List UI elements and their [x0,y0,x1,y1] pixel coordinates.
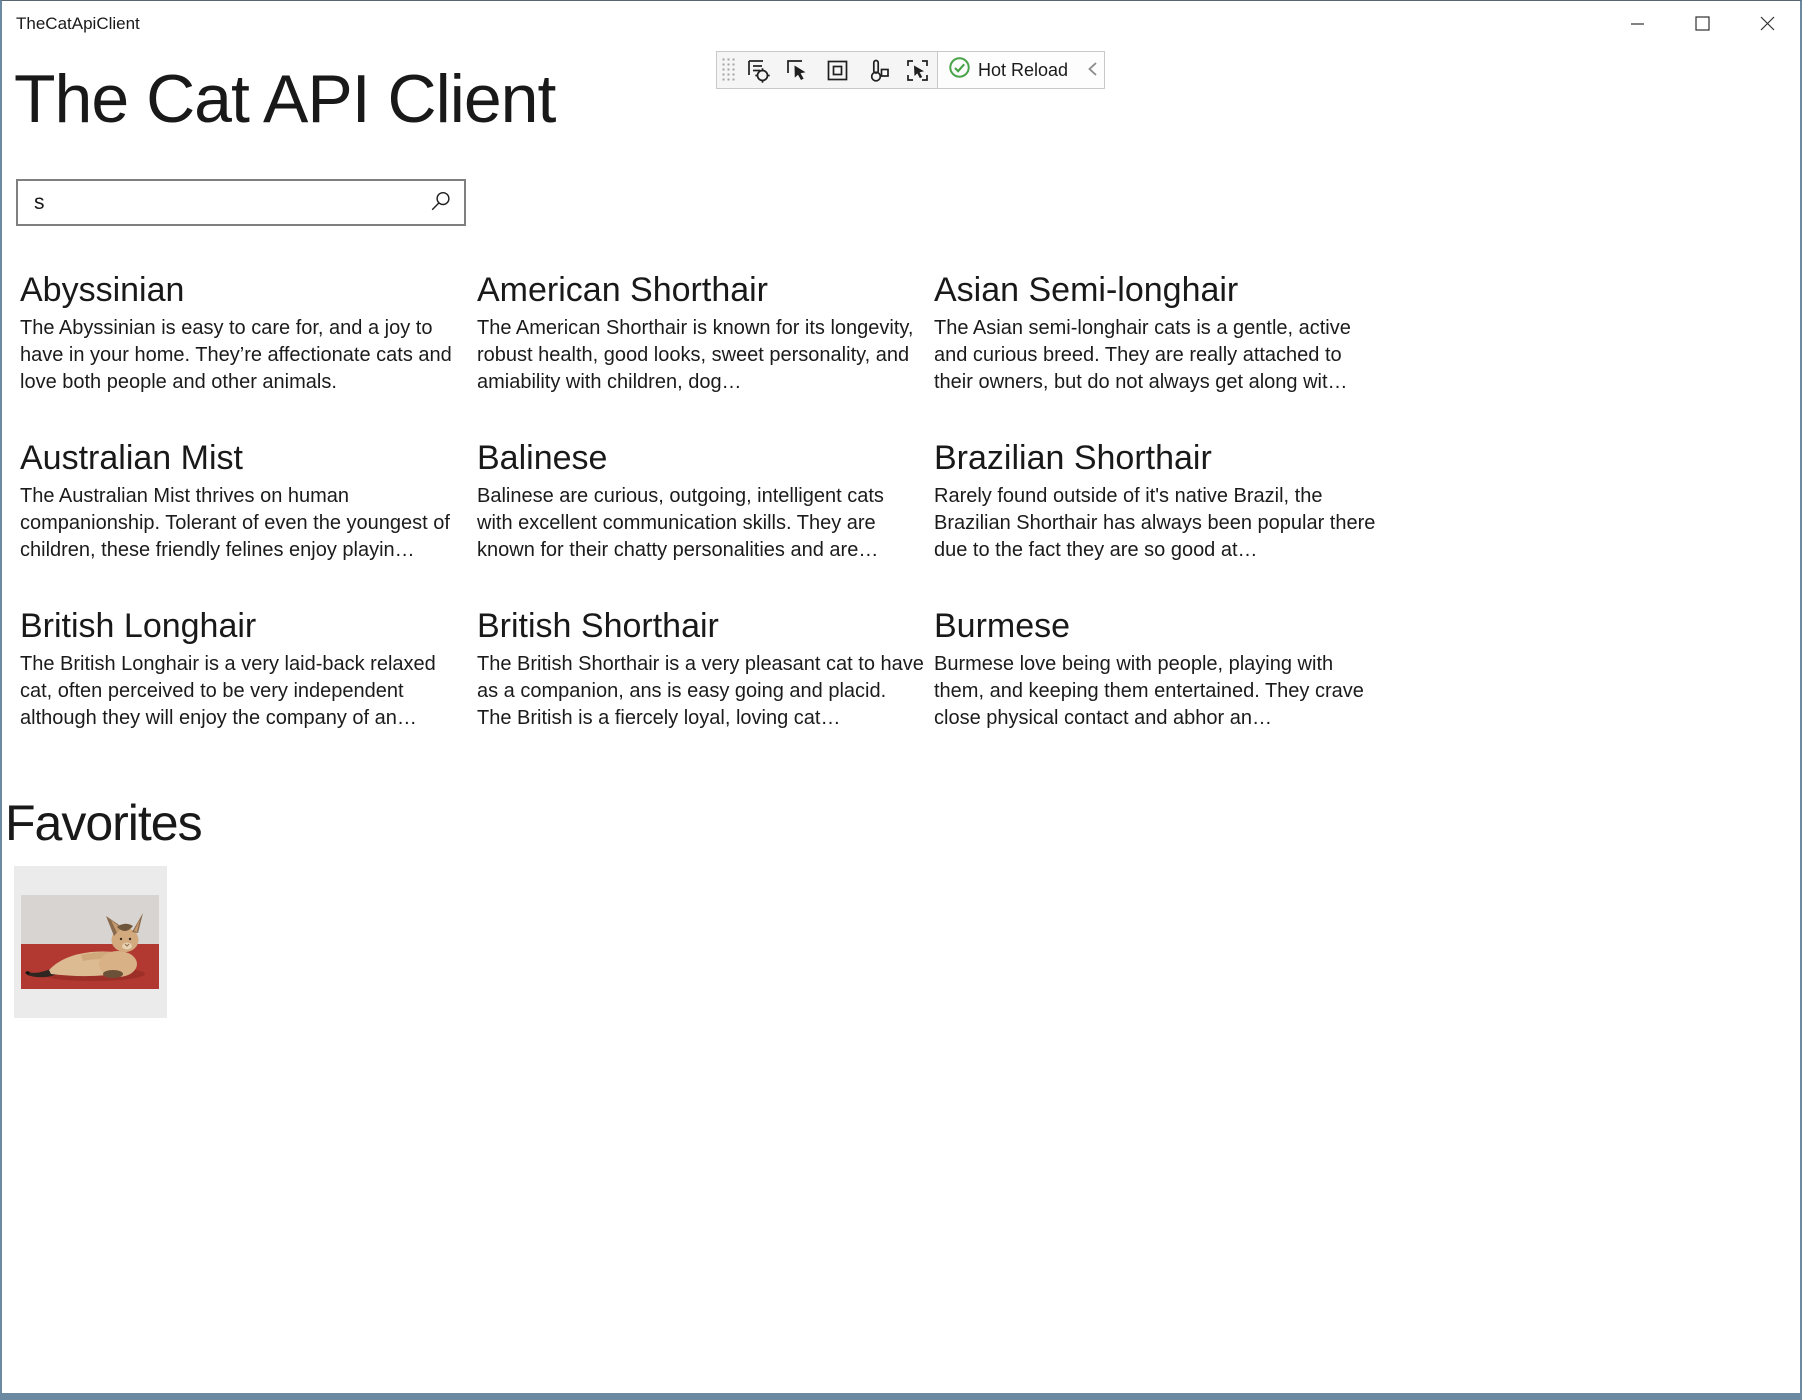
breed-card[interactable] [20,267,470,396]
breed-card[interactable] [477,603,927,732]
breed-card[interactable] [934,435,1384,564]
breed-description: The British Longhair is a very laid-back relaxed cat, often perceived to be very independent although they will enjoy the company of an… [20,653,436,729]
minimize-icon [1630,16,1645,31]
breed-card[interactable] [477,267,927,396]
window-title: TheCatApiClient [16,14,140,33]
live-visual-tree-icon [744,57,771,84]
maximize-button[interactable] [1670,1,1735,46]
hot-reload-check-icon [948,56,971,84]
hot-reload-button[interactable] [937,52,1080,88]
breed-name: British Shorthair [477,607,719,645]
toolbar-drag-grip[interactable] [721,57,735,83]
close-button[interactable] [1735,1,1800,46]
layout-adorners-icon [824,57,851,84]
breed-description: The Abyssinian is easy to care for, and a joy to have in your home. They’re affectionate cats and love both people and other animals. [20,317,452,393]
enable-selection-button[interactable] [777,52,817,88]
breed-grid [20,267,1391,732]
breed-card[interactable] [934,603,1384,732]
thermometer-button[interactable] [857,52,897,88]
breed-card[interactable] [934,267,1384,396]
minimize-button[interactable] [1605,1,1670,46]
favorites-heading: Favorites [5,795,202,851]
collapse-chevron-icon [1087,61,1098,80]
breed-description: The British Shorthair is a very pleasant cat to have as a companion, ans is easy going and placid. The British is a fiercely loyal, loving cat… [477,653,924,729]
breed-name: American Shorthair [477,271,769,309]
breed-description: Burmese love being with people, playing with them, and keeping them entertained. They crave close physical contact and abhor an… [934,653,1364,729]
breed-description: Rarely found outside of it's native Brazil, the Brazilian Shorthair has always been popular there due to the fact they are so good at… [934,485,1376,561]
close-icon [1760,16,1775,31]
page-title: The Cat API Client [14,61,556,137]
breed-description: The Asian semi-longhair cats is a gentle, active and curious breed. They are really attached to their owners, but do not always get along wit… [934,317,1351,393]
thermometer-icon [864,57,891,84]
breed-name: Burmese [934,607,1071,645]
search-box [16,179,466,226]
breed-name: Asian Semi-longhair [934,271,1239,309]
toolbar-collapse-button[interactable] [1080,52,1104,88]
track-focused-element-button[interactable] [897,52,937,88]
breed-description: The American Shorthair is known for its longevity, robust health, good looks, sweet personality, and amiability with children, dog… [477,317,914,393]
hot-reload-label: Hot Reload [978,59,1069,80]
title-bar [2,1,1800,46]
favorite-item[interactable] [14,866,167,1018]
window-controls [1605,1,1800,46]
enable-selection-icon [784,57,811,84]
breed-card[interactable] [477,435,927,564]
breed-name: Brazilian Shorthair [934,439,1212,477]
breed-card[interactable] [20,435,470,564]
favorite-cat-photo [21,895,159,989]
search-button[interactable] [416,181,464,224]
maximize-icon [1695,16,1710,31]
breed-name: Balinese [477,439,608,477]
debug-toolbar [716,51,1105,89]
breed-name: Australian Mist [20,439,243,477]
breed-description: Balinese are curious, outgoing, intelligent cats with excellent communication skills. They are known for their chatty personalities and are… [477,485,884,561]
live-visual-tree-button[interactable] [737,52,777,88]
search-input[interactable] [18,181,416,224]
breed-name: British Longhair [20,607,257,645]
breed-description: The Australian Mist thrives on human companionship. Tolerant of even the youngest of children, these friendly felines enjoy playin… [20,485,450,561]
track-focused-element-icon [904,57,931,84]
breed-name: Abyssinian [20,271,185,309]
search-icon [429,190,452,216]
layout-adorners-button[interactable] [817,52,857,88]
breed-card[interactable] [20,603,470,732]
